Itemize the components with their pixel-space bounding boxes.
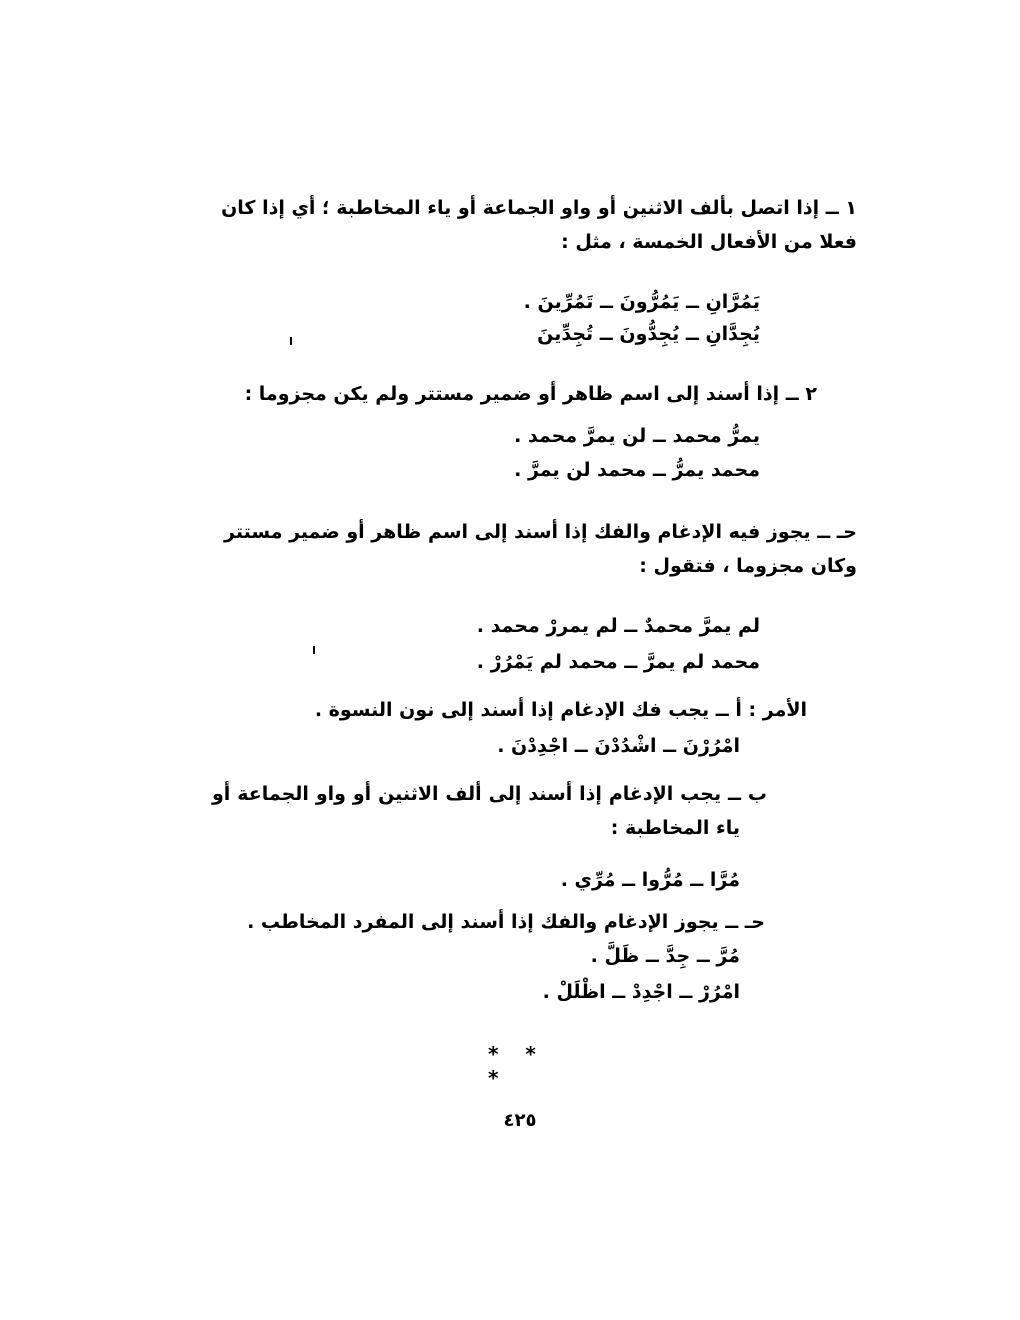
section3-line1: حـ ــ يجوز فيه الإدغام والفك إذا أسند إلى اسم ظاهر أو ضمير مستتر xyxy=(224,521,857,543)
scan-artifact xyxy=(290,337,292,345)
amr-c-example1: مُرَّ ــ جِدَّ ــ ظَلَّ . xyxy=(590,945,740,967)
section3-example2: محمد لم يمرَّ ــ محمد لم يَمْرُرْ . xyxy=(476,651,760,673)
section1-example1: يَمُرَّانِ ــ يَمُرُّونَ ــ تَمُرِّينَ . xyxy=(523,291,760,313)
amr-c-line: حـ ــ يجوز الإدغام والفك إذا أسند إلى المفرد المخاطب . xyxy=(247,911,765,933)
amr-b-line1: ب ــ يجب الإدغام إذا أسند إلى ألف الاثنين أو واو الجماعة أو xyxy=(212,783,767,805)
section1-line2: فعلا من الأفعال الخمسة ، مثل : xyxy=(561,231,857,253)
section-separator: * * * xyxy=(488,1042,546,1090)
section3-example1: لم يمرَّ محمدٌ ــ لم يمررْ محمد . xyxy=(476,615,760,637)
section2-line1: ٢ ــ إذا أسند إلى اسم ظاهر أو ضمير مستتر ولم يكن مجزوما : xyxy=(244,383,817,405)
amr-c-example2: امْرُرْ ــ اجْدِدْ ــ اظْلَلْ . xyxy=(542,981,740,1003)
section1-example2: يُجِدَّانِ ــ يُجِدُّونَ ــ تُجِدِّينَ xyxy=(537,323,760,345)
section2-example2: محمد يمرُّ ــ محمد لن يمرَّ . xyxy=(514,459,760,481)
section3-line2: وكان مجزوما ، فتقول : xyxy=(639,555,857,577)
section2-example1: يمرُّ محمد ــ لن يمرَّ محمد . xyxy=(514,425,760,447)
section1-line1: ١ ــ إذا اتصل بألف الاثنين أو واو الجماعة أو ياء المخاطبة ؛ أي إذا كان xyxy=(221,197,857,219)
scan-artifact xyxy=(313,646,315,654)
page-number: ٤٢٥ xyxy=(503,1110,537,1131)
amr-b-line2: ياء المخاطبة : xyxy=(610,817,740,839)
amr-a-example: امْرُرْنَ ــ اشْدُدْنَ ــ اجْدِدْنَ . xyxy=(497,735,740,757)
amr-b-example: مُرَّا ــ مُرُّوا ــ مُرِّي . xyxy=(560,869,740,891)
amr-a-line: الأمر : أ ــ يجب فك الإدغام إذا أسند إلى نون النسوة . xyxy=(314,699,807,721)
